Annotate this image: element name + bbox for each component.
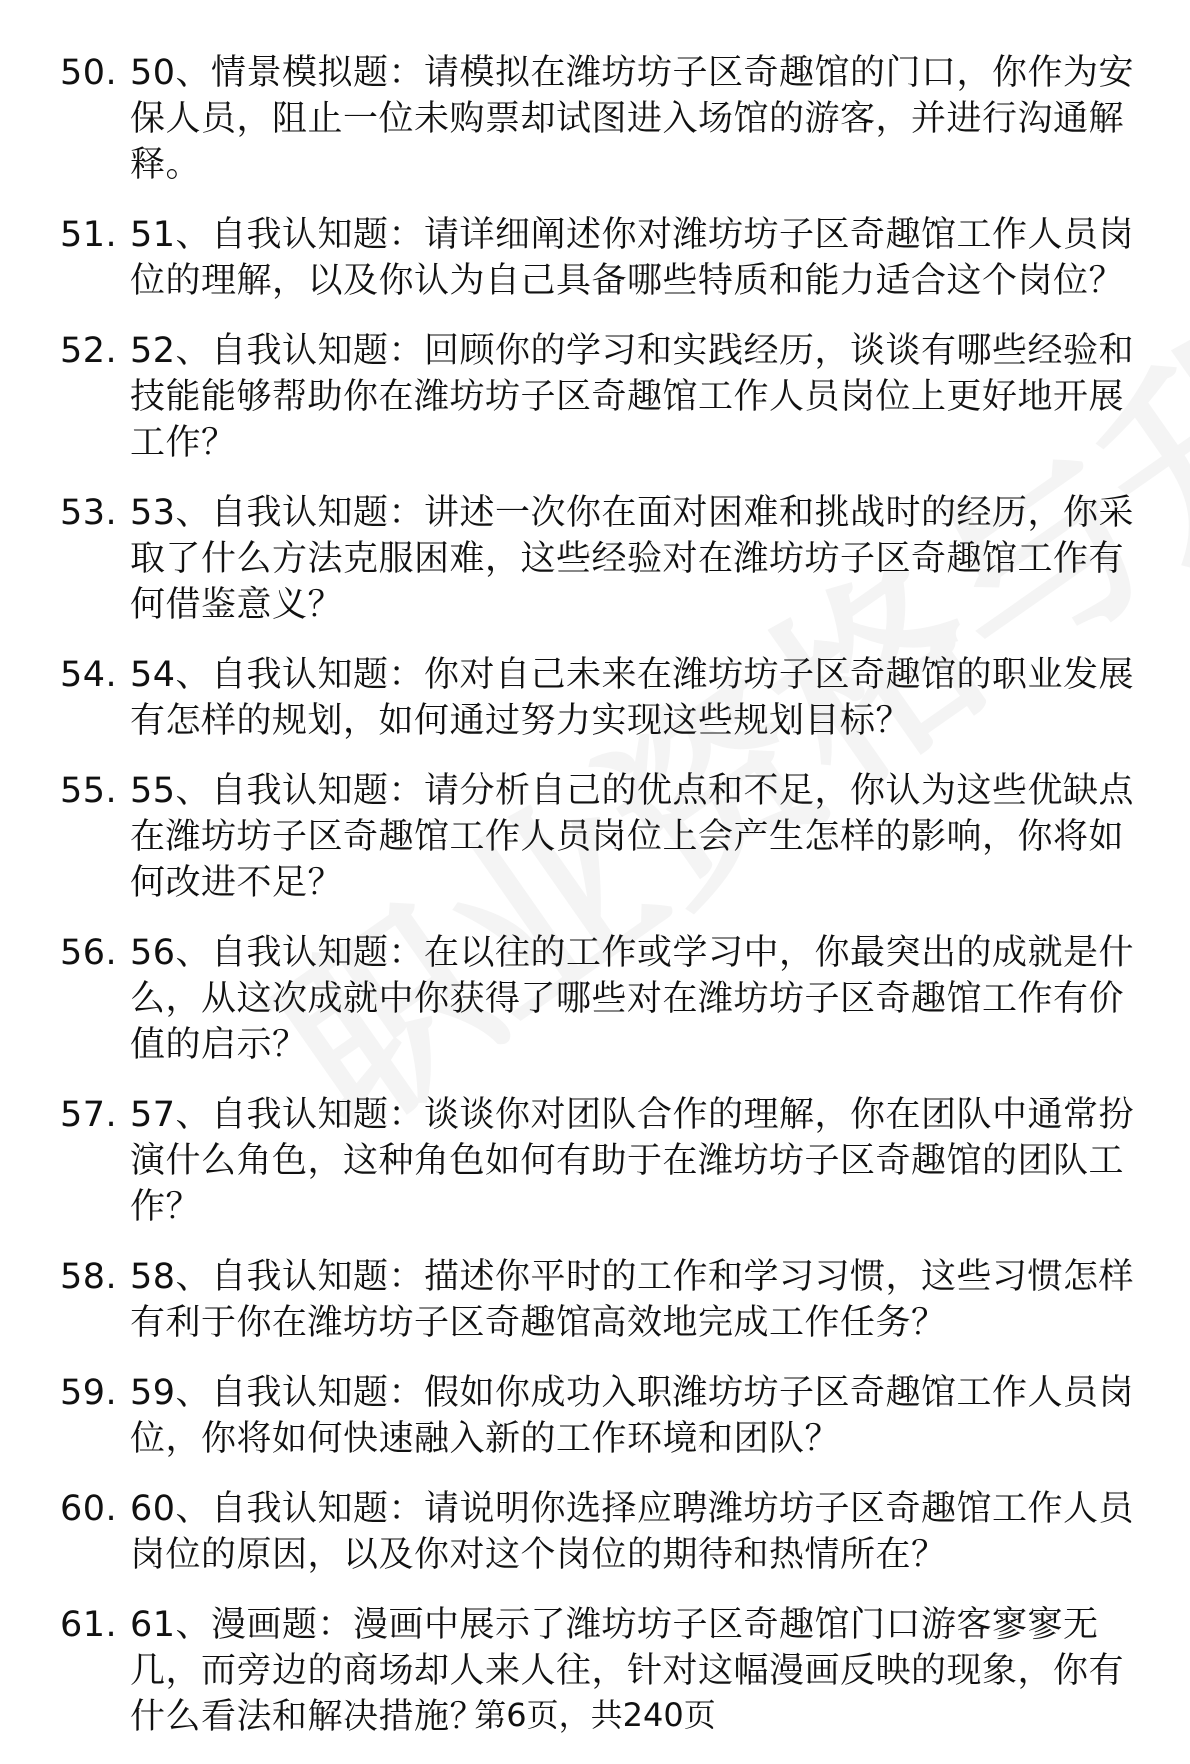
- question-text: 55、自我认知题：请分析自己的优点和不足，你认为这些优缺点在潍坊坊子区奇趣馆工作人员岗位上会产生怎样的影响，你将如何改进不足？: [130, 771, 1135, 903]
- question-text: 60、自我认知题：请说明你选择应聘潍坊坊子区奇趣馆工作人员岗位的原因，以及你对这个岗位的期待和热情所在？: [130, 1489, 1135, 1575]
- question-item: [0, 768, 1190, 906]
- question-item: [0, 490, 1190, 628]
- question-text: 54、自我认知题：你对自己未来在潍坊坊子区奇趣馆的职业发展有怎样的规划，如何通过努力实现这些规划目标？: [130, 655, 1135, 741]
- question-text: 59、自我认知题：假如你成功入职潍坊坊子区奇趣馆工作人员岗位，你将如何快速融入新的工作环境和团队？: [130, 1373, 1135, 1459]
- question-item: [0, 930, 1190, 1068]
- question-number: 60.: [60, 1489, 118, 1529]
- question-text: 51、自我认知题：请详细阐述你对潍坊坊子区奇趣馆工作人员岗位的理解，以及你认为自己具备哪些特质和能力适合这个岗位？: [130, 215, 1135, 301]
- question-number: 55.: [60, 771, 118, 811]
- question-number: 50.: [60, 53, 118, 93]
- question-text: 52、自我认知题：回顾你的学习和实践经历，谈谈有哪些经验和技能能够帮助你在潍坊坊子区奇趣馆工作人员岗位上更好地开展工作？: [130, 331, 1135, 463]
- question-number: 54.: [60, 655, 118, 695]
- question-text: 61、漫画题：漫画中展示了潍坊坊子区奇趣馆门口游客寥寥无几，而旁边的商场却人来人往，针对这幅漫画反映的现象，你有什么看法和解决措施？: [130, 1605, 1125, 1737]
- question-number: 58.: [60, 1257, 118, 1297]
- question-item: [0, 652, 1190, 744]
- question-number: 52.: [60, 331, 118, 371]
- question-number: 56.: [60, 933, 118, 973]
- question-text: 58、自我认知题：描述你平时的工作和学习习惯，这些习惯怎样有利于你在潍坊坊子区奇趣馆高效地完成工作任务？: [130, 1257, 1135, 1343]
- question-text: 56、自我认知题：在以往的工作或学习中，你最突出的成就是什么，从这次成就中你获得了哪些对在潍坊坊子区奇趣馆工作有价值的启示？: [130, 933, 1135, 1065]
- question-text: 53、自我认知题：讲述一次你在面对困难和挑战时的经历，你采取了什么方法克服困难，这些经验对在潍坊坊子区奇趣馆工作有何借鉴意义？: [130, 493, 1135, 625]
- question-text: 50、情景模拟题：请模拟在潍坊坊子区奇趣馆的门口，你作为安保人员，阻止一位未购票却试图进入场馆的游客，并进行沟通解释。: [130, 53, 1135, 185]
- question-item: [0, 1486, 1190, 1578]
- question-item: [0, 212, 1190, 304]
- question-item: [0, 1370, 1190, 1462]
- question-item: [0, 328, 1190, 466]
- page-number-label: 第6页，共240页: [474, 1696, 716, 1734]
- question-number: 53.: [60, 493, 118, 533]
- question-number: 51.: [60, 215, 118, 255]
- question-text: 57、自我认知题：谈谈你对团队合作的理解，你在团队中通常扮演什么角色，这种角色如何有助于在潍坊坊子区奇趣馆的团队工作？: [130, 1095, 1135, 1227]
- question-item: [0, 1254, 1190, 1346]
- question-number: 57.: [60, 1095, 118, 1135]
- page-footer: [0, 1690, 1190, 1736]
- question-number: 61.: [60, 1605, 118, 1645]
- question-list: [0, 50, 1190, 1764]
- question-number: 59.: [60, 1373, 118, 1413]
- question-item: [0, 50, 1190, 188]
- question-item: [0, 1092, 1190, 1230]
